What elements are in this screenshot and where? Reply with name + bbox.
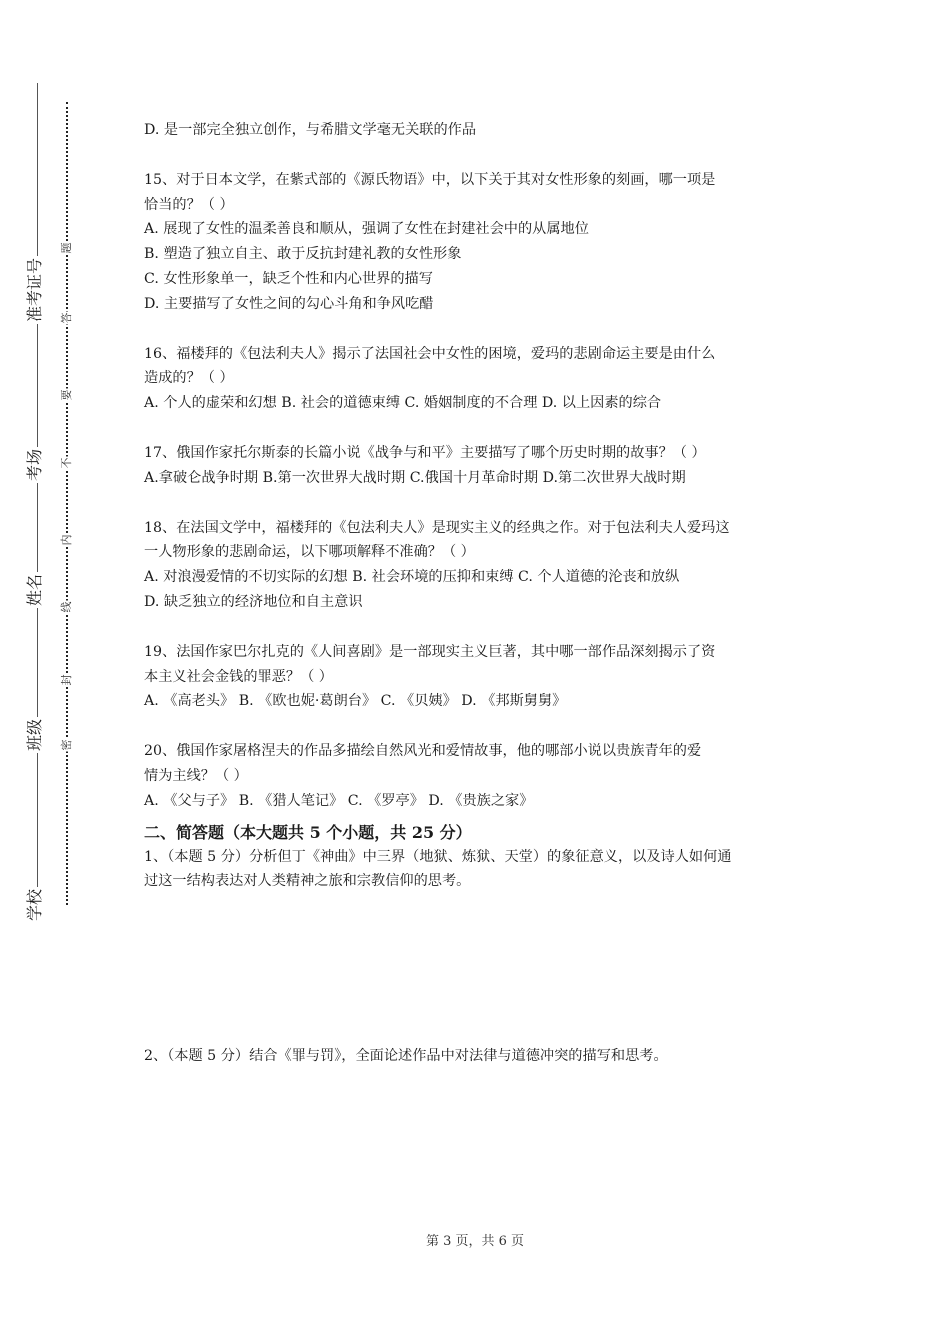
question-19 xyxy=(144,640,814,714)
question-stem: 15、对于日本文学，在紫式部的《源氏物语》中，以下关于其对女性形象的刻画，哪一项是 xyxy=(144,171,716,188)
question-stem: 恰当的？（ ） xyxy=(144,196,234,213)
carryover-option-d: D. 是一部完全独立创作，与希腊文学毫无关联的作品 xyxy=(144,122,477,138)
question-option: A. 《父与子》 B. 《猎人笔记》 C. 《罗亭》 D. 《贵族之家》 xyxy=(144,792,534,809)
question-15 xyxy=(144,168,814,317)
binding-field-label: 班级 xyxy=(25,718,44,752)
seal-line-char: 题 xyxy=(60,242,73,254)
page-footer: 第 3 页，共 6 页 xyxy=(425,1234,525,1249)
binding-field-label: 准考证号 xyxy=(25,257,44,323)
seal-line-char: 答 xyxy=(60,312,73,324)
question-stem: 一人物形象的悲剧命运，以下哪项解释不准确？（ ） xyxy=(144,544,475,561)
short-answer-question-1 xyxy=(144,845,814,895)
question-option: A. 对浪漫爱情的不切实际的幻想 B. 社会环境的压抑和束缚 C. 个人道德的沦丧和放纵 xyxy=(144,569,680,586)
seal-line-char: 线 xyxy=(60,601,73,613)
question-16 xyxy=(144,342,814,416)
seal-dotted-line xyxy=(66,102,68,905)
seal-line-char: 密 xyxy=(60,739,73,751)
question-stem: 16、福楼拜的《包法利夫人》揭示了法国社会中女性的困境，爱玛的悲剧命运主要是由什么 xyxy=(144,345,716,362)
question-17 xyxy=(144,441,814,491)
question-option: A.拿破仑战争时期 B.第一次世界大战时期 C.俄国十月革命时期 D.第二次世界大战时期 xyxy=(144,469,686,486)
binding-field-label: 学校 xyxy=(25,888,44,922)
question-stem: 18、在法国文学中，福楼拜的《包法利夫人》是现实主义的经典之作。对于包法利夫人爱玛这 xyxy=(144,519,730,536)
question-option: D. 缺乏独立的经济地位和自主意识 xyxy=(144,593,363,610)
question-stem: 造成的？（ ） xyxy=(144,370,234,387)
question-stem: 20、俄国作家屠格涅夫的作品多描绘自然风光和爱情故事，他的哪部小说以贵族青年的爱 xyxy=(144,743,702,760)
question-18 xyxy=(144,516,814,615)
exam-content xyxy=(144,118,814,1069)
short-answer-text: 1、（本题 5 分）分析但丁《神曲》中三界（地狱、炼狱、天堂）的象征意义，以及诗人如何通 xyxy=(144,848,732,865)
seal-line-char: 内 xyxy=(60,534,73,546)
question-option: A. 《高老头》 B. 《欧也妮·葛朗台》 C. 《贝姨》 D. 《邦斯舅舅》 xyxy=(144,693,567,710)
short-answer-text: 过这一结构表达对人类精神之旅和宗教信仰的思考。 xyxy=(144,873,471,890)
binding-field-label: 考场 xyxy=(25,448,44,482)
question-stem: 19、法国作家巴尔扎克的《人间喜剧》是一部现实主义巨著，其中哪一部作品深刻揭示了资 xyxy=(144,643,716,660)
question-stem: 17、俄国作家托尔斯泰的长篇小说《战争与和平》主要描写了哪个历史时期的故事？（ ） xyxy=(144,444,706,461)
question-option: C. 女性形象单一，缺乏个性和内心世界的描写 xyxy=(144,270,433,287)
seal-line-char: 要 xyxy=(60,389,73,401)
answer-space[interactable] xyxy=(144,894,814,1044)
short-answer-text: 2、（本题 5 分）结合《罪与罚》，全面论述作品中对法律与道德冲突的描写和思考。 xyxy=(144,1048,668,1065)
binding-solid-line xyxy=(37,83,38,891)
question-option: A. 个人的虚荣和幻想 B. 社会的道德束缚 C. 婚姻制度的不合理 D. 以上因素的综合 xyxy=(144,395,662,412)
seal-line-char: 封 xyxy=(60,674,73,686)
question-option: D. 主要描写了女性之间的勾心斗角和争风吃醋 xyxy=(144,295,434,312)
question-stem: 本主义社会金钱的罪恶？（ ） xyxy=(144,668,333,685)
question-option: B. 塑造了独立自主、敢于反抗封建礼教的女性形象 xyxy=(144,246,462,263)
question-20 xyxy=(144,739,814,813)
short-answer-question-2 xyxy=(144,1044,814,1069)
question-stem: 情为主线？（ ） xyxy=(144,767,248,784)
binding-field-label: 姓名 xyxy=(25,573,44,607)
section-2-title: 二、简答题（本大题共 5 个小题，共 25 分） xyxy=(144,822,472,842)
question-option: A. 展现了女性的温柔善良和顺从，强调了女性在封建社会中的从属地位 xyxy=(144,221,589,238)
seal-line-char: 不 xyxy=(60,457,73,469)
